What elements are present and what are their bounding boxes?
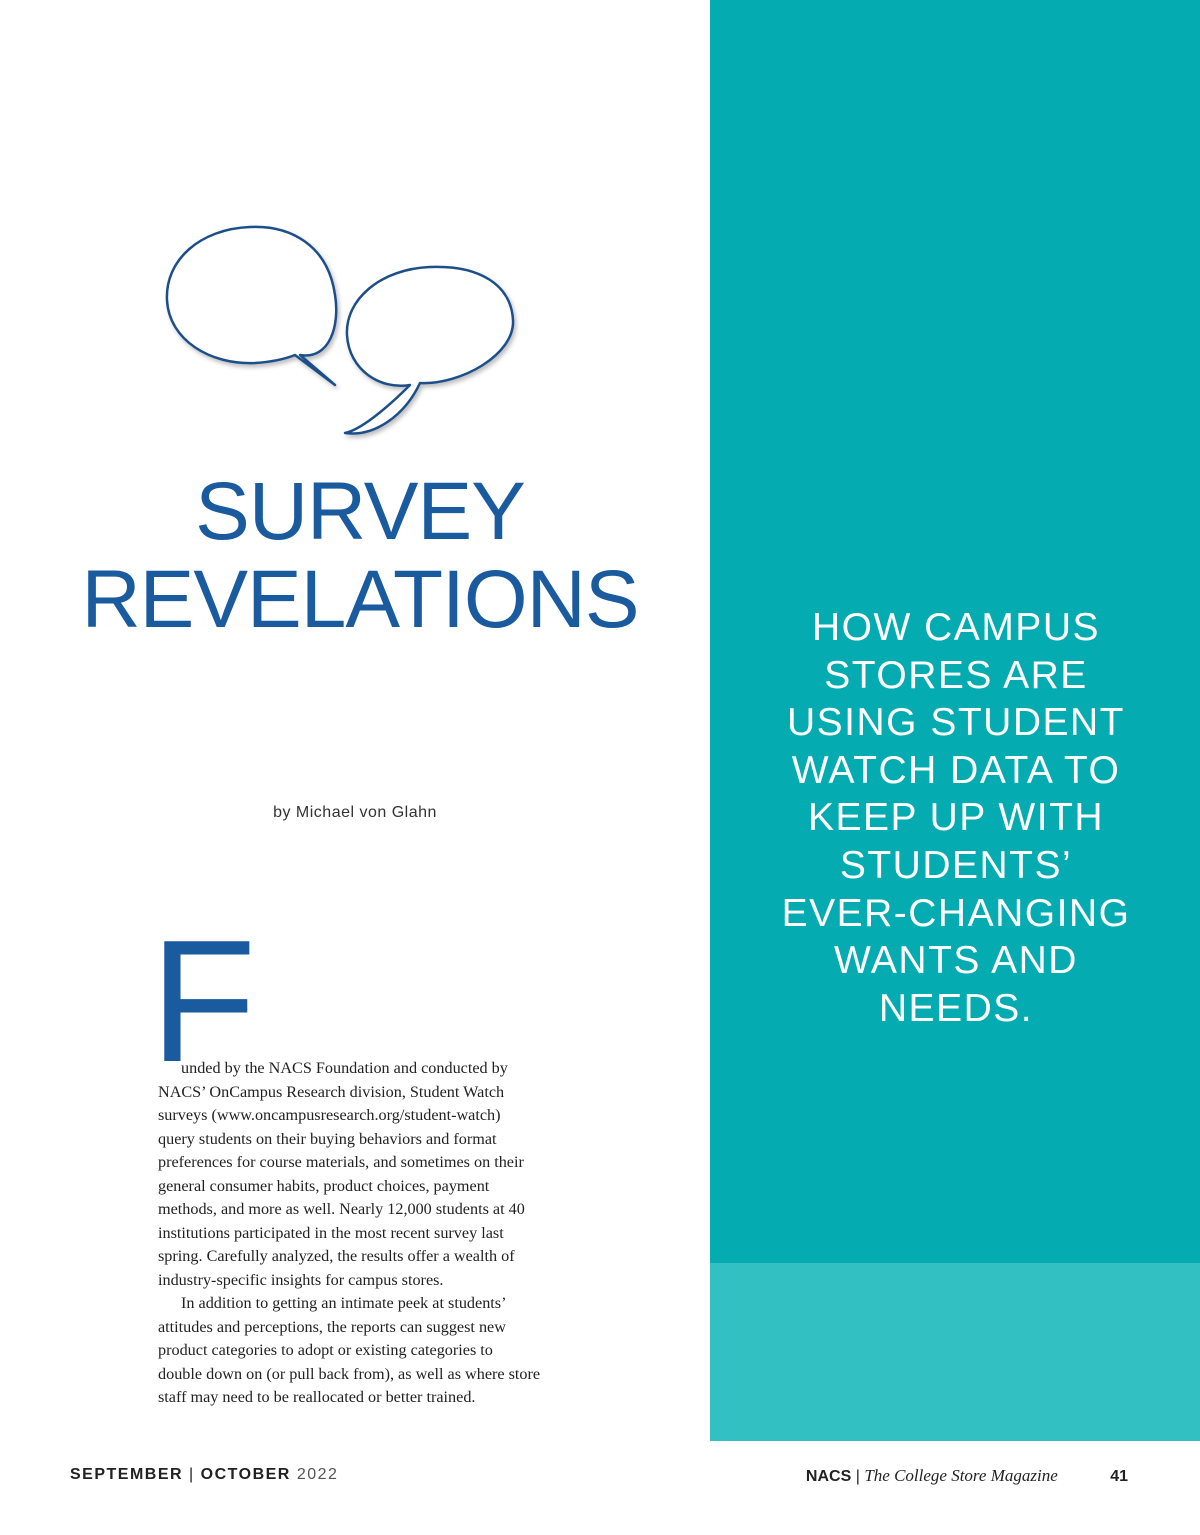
deck-line: HOW CAMPUS: [812, 606, 1100, 649]
deck-line: WATCH DATA TO: [791, 748, 1121, 792]
body-line: In addition to getting an intimate peek at students’: [181, 1294, 507, 1312]
teal-band: [710, 1263, 1200, 1441]
body-line: NACS’ OnCampus Research division, Student Watch: [158, 1082, 505, 1101]
deck-text: [742, 604, 1170, 1032]
article-body: [158, 1057, 618, 1410]
issue-month-2: OCTOBER: [200, 1466, 291, 1483]
deck-line: STUDENTS’: [839, 843, 1073, 887]
body-line: double down on (or pull back from), as well as where store: [158, 1364, 541, 1383]
body-line: methods, and more as well. Nearly 12,000 students at 40: [158, 1200, 525, 1218]
body-line: product categories to adopt or existing categories to: [158, 1341, 493, 1359]
footer-separator: |: [855, 1468, 860, 1485]
body-line: spring. Carefully analyzed, the results offer a wealth of: [158, 1247, 515, 1265]
deck-line: KEEP UP WITH: [807, 796, 1105, 840]
title-line-1: SURVEY: [195, 466, 525, 557]
body-line: preferences for course materials, and sometimes on their: [158, 1153, 524, 1171]
deck-line: EVER-CHANGING: [781, 891, 1131, 935]
magazine-name: The College Store Magazine: [864, 1466, 1058, 1485]
issue-month: SEPTEMBER: [70, 1466, 184, 1483]
deck-line: USING STUDENT: [786, 701, 1125, 745]
drop-cap: F: [150, 903, 257, 1098]
title-line-2: REVELATIONS: [81, 554, 639, 645]
speech-bubbles-icon: [150, 215, 530, 450]
page-title: [40, 468, 680, 644]
body-line: attitudes and perceptions, the reports can suggest new: [158, 1317, 506, 1336]
body-line: institutions participated in the most recent survey last: [158, 1223, 504, 1242]
page-number: 41: [1110, 1468, 1128, 1485]
body-line: general consumer habits, product choices, payment: [158, 1176, 490, 1195]
body-line: industry-specific insights for campus stores.: [158, 1270, 444, 1289]
deck-line: STORES ARE: [824, 653, 1088, 697]
body-line: unded by the NACS Foundation and conducted by: [181, 1059, 508, 1077]
deck-line: WANTS AND: [834, 939, 1078, 983]
brand-name: NACS: [805, 1468, 852, 1485]
deck-line: NEEDS.: [878, 986, 1034, 1030]
body-line: query students on their buying behaviors and format: [158, 1129, 497, 1148]
issue-year: 2022: [296, 1466, 339, 1483]
magazine-footer: [806, 1466, 1128, 1486]
body-line: staff may need to be reallocated or better trained.: [158, 1388, 476, 1406]
footer-separator: |: [189, 1466, 195, 1483]
byline: by Michael von Glahn: [273, 804, 437, 821]
body-line: surveys (www.oncampusresearch.org/student-watch): [158, 1106, 501, 1124]
issue-date: [70, 1466, 338, 1484]
